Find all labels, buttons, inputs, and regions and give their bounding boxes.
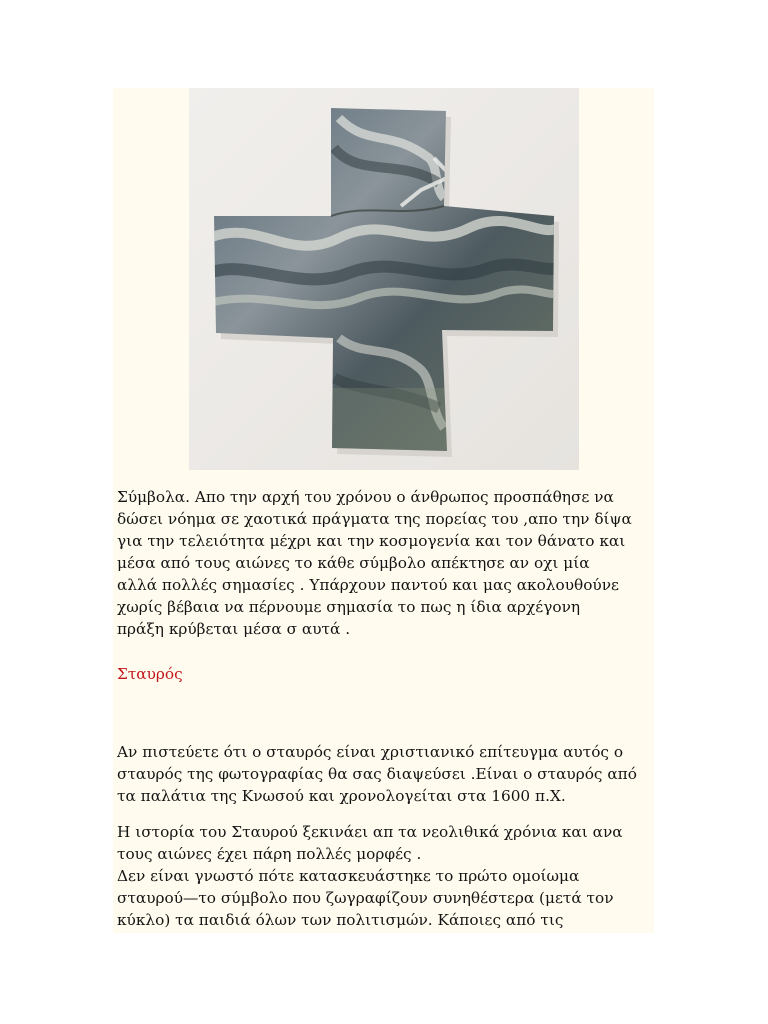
cross-history-paragraph: [117, 821, 650, 931]
text-line: Αν πιστεύετε ότι ο σταυρός είναι χριστιανικό επίτευγμα αυτός ο: [117, 743, 624, 761]
stone-cross-photo: [189, 88, 579, 470]
text-line: Σύμβολα. Απο την αρχή του χρόνου ο άνθρωπος προσπάθησε να: [117, 488, 614, 506]
text-line: τα παλάτια της Κνωσού και χρονολογείται στα 1600 π.Χ.: [117, 787, 566, 805]
stone-cross-image: [189, 88, 579, 470]
text-line: σταυρού—το σύμβολο που ζωγραφίζουν συνηθέστερα (μετά τον: [117, 889, 614, 907]
document-page: [113, 88, 654, 933]
text-line: για την τελειότητα μέχρι και την κοσμογενία και τον θάνατο και: [117, 532, 626, 550]
text-line: αλλά πολλές σημασίες . Υπάρχουν παντού και μας ακολουθούνε: [117, 576, 619, 594]
text-line: δώσει νόημα σε χαοτικά πράγματα της πορείας του ,απο την δίψα: [117, 510, 632, 528]
text-line: σταυρός της φωτογραφίας θα σας διαψεύσει .Είναι ο σταυρός από: [117, 765, 637, 783]
text-line: τους αιώνες έχει πάρη πολλές μορφές .: [117, 845, 422, 863]
cross-origin-paragraph: [117, 741, 650, 807]
intro-paragraph: [117, 486, 650, 640]
text-line: Δεν είναι γνωστό πότε κατασκευάστηκε το πρώτο ομοίωμα: [117, 867, 580, 885]
text-line: χωρίς βέβαια να πέρνουμε σημασία το πως η ίδια αρχέγονη: [117, 598, 581, 616]
text-line: μέσα από τους αιώνες το κάθε σύμβολο απέκτησε αν οχι μία: [117, 554, 590, 572]
text-line: Η ιστορία του Σταυρού ξεκινάει απ τα νεολιθικά χρόνια και ανα: [117, 823, 623, 841]
text-line: πράξη κρύβεται μέσα σ αυτά .: [117, 620, 351, 638]
text-line: κύκλο) τα παιδιά όλων των πολιτισμών. Κάποιες από τις: [117, 911, 564, 929]
section-heading: Σταυρός: [117, 665, 183, 683]
